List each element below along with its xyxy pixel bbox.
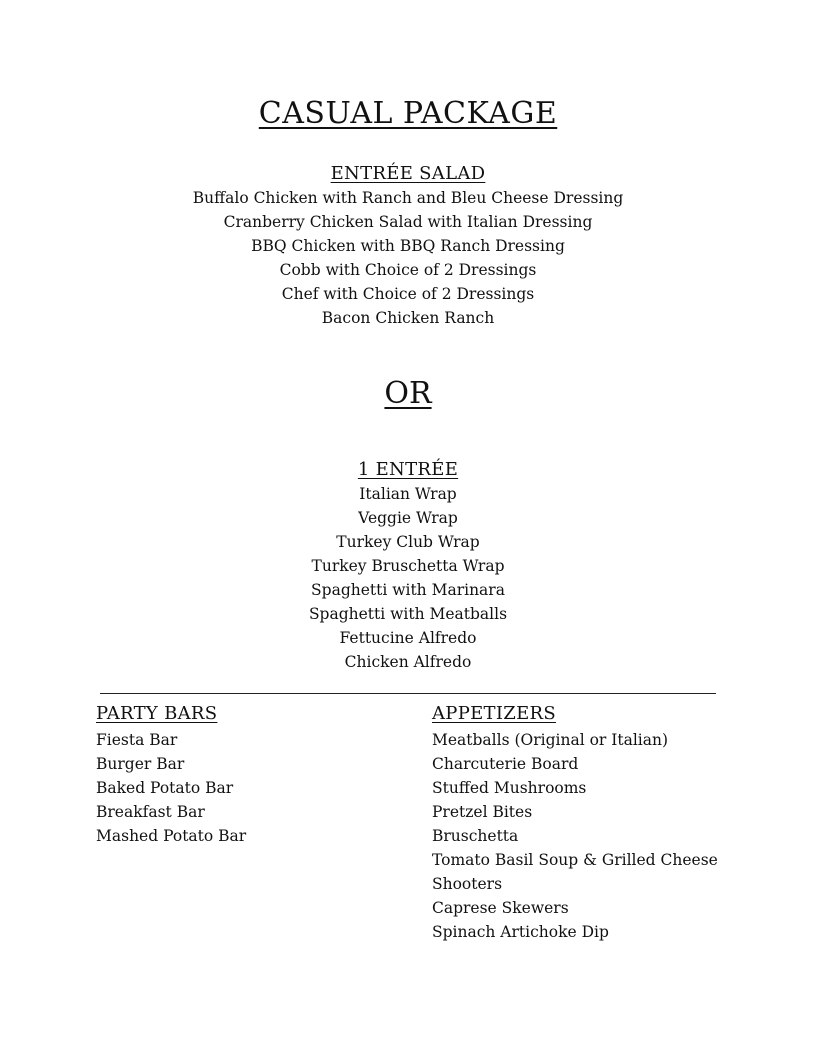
list-item: Cranberry Chicken Salad with Italian Dressing [223, 213, 593, 231]
one-entree-heading: 1 ENTRÉE [357, 459, 459, 480]
list-item: Fettucine Alfredo [339, 629, 477, 647]
list-item: Fiesta Bar [96, 731, 178, 749]
list-item: Bruschetta [432, 827, 519, 845]
page-title: CASUAL PACKAGE [258, 96, 558, 131]
appetizers-heading: APPETIZERS [432, 703, 557, 724]
list-item: Turkey Club Wrap [336, 533, 480, 551]
list-item: Spinach Artichoke Dip [432, 923, 609, 941]
list-item: Stuffed Mushrooms [432, 779, 587, 797]
list-item: Caprese Skewers [432, 899, 569, 917]
list-item: Pretzel Bites [432, 803, 533, 821]
list-item: Shooters [432, 875, 503, 893]
list-item: Veggie Wrap [358, 509, 458, 527]
list-item: Bacon Chicken Ranch [321, 309, 495, 327]
list-item: Spaghetti with Marinara [311, 581, 505, 599]
list-item: BBQ Chicken with BBQ Ranch Dressing [251, 237, 565, 255]
list-item: Turkey Bruschetta Wrap [311, 557, 505, 575]
list-item: Chef with Choice of 2 Dressings [281, 285, 535, 303]
horizontal-divider [100, 693, 716, 694]
party-bars-section [96, 702, 396, 848]
entree-salad-heading: ENTRÉE SALAD [330, 163, 486, 184]
list-item: Chicken Alfredo [344, 653, 472, 671]
one-entree-section [0, 458, 816, 674]
party-bars-heading: PARTY BARS [96, 703, 218, 724]
list-item: Buffalo Chicken with Ranch and Bleu Cheese Dressing [192, 189, 624, 207]
entree-salad-section [0, 162, 816, 330]
list-item: Meatballs (Original or Italian) [432, 731, 669, 749]
list-item: Charcuterie Board [432, 755, 579, 773]
list-item: Burger Bar [96, 755, 185, 773]
list-item: Breakfast Bar [96, 803, 205, 821]
list-item: Cobb with Choice of 2 Dressings [279, 261, 537, 279]
list-item: Spaghetti with Meatballs [308, 605, 508, 623]
or-divider: OR [384, 376, 432, 411]
appetizers-section [432, 702, 752, 944]
list-item: Tomato Basil Soup & Grilled Cheese [432, 851, 718, 869]
list-item: Italian Wrap [359, 485, 457, 503]
list-item: Mashed Potato Bar [96, 827, 247, 845]
list-item: Baked Potato Bar [96, 779, 234, 797]
